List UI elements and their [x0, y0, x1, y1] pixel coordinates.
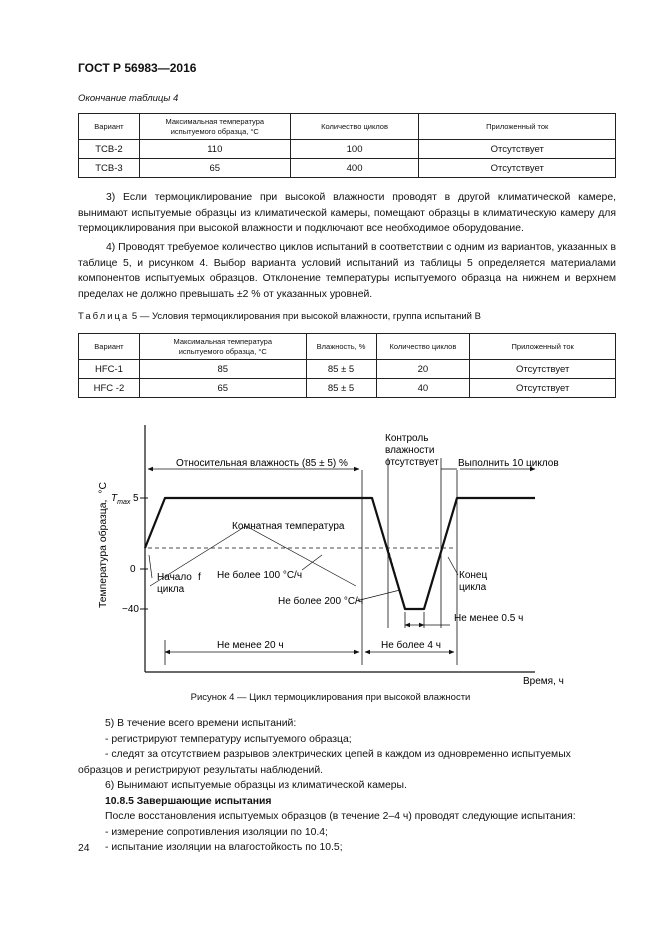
table-cell: ТСВ-3	[79, 159, 140, 178]
table-cell: 85 ± 5	[306, 379, 376, 398]
table4-caption: Окончание таблицы 4	[78, 93, 179, 104]
tick-0: 0	[130, 564, 136, 575]
max4-label: Не более 4 ч	[381, 640, 441, 651]
text-line: 5) В течение всего времени испытаний:	[105, 718, 297, 729]
table5-caption-text: — Условия термоциклирования при высокой влажности, группа испытаний В	[137, 311, 481, 322]
start-label-2: цикла	[157, 584, 185, 595]
table-cell: HFC-1	[79, 360, 140, 379]
table4-header-cell: Приложенный ток	[419, 114, 616, 140]
leader-line	[149, 555, 152, 578]
table5-caption-label: Таблица	[78, 311, 130, 322]
table5-header-cell: Максимальная температура испытуемого образца, °С	[139, 334, 306, 360]
table-cell: 20	[376, 360, 470, 379]
tick-5: 5	[133, 493, 139, 504]
leader-line	[448, 557, 458, 575]
end-label-1: Конец	[459, 570, 488, 581]
table4-header-cell: Вариант	[79, 114, 140, 140]
text-line: - испытание изоляции на влагостойкость по 10.5;	[105, 842, 343, 853]
document-header: ГОСТ Р 56983—2016	[78, 61, 197, 75]
x-axis-label: Время, ч	[523, 676, 564, 687]
start-label-1: Начало	[157, 572, 192, 583]
table-cell: 40	[376, 379, 470, 398]
tick-minus40: −40	[122, 604, 139, 615]
table-cell: HFC -2	[79, 379, 140, 398]
text-line: 6) Вынимают испытуемые образцы из климатической камеры.	[105, 780, 407, 791]
table-cell: 65	[139, 159, 290, 178]
table-cell: 100	[290, 140, 419, 159]
table-cell: 85 ± 5	[306, 360, 376, 379]
table5-header-cell: Вариант	[79, 334, 140, 360]
table4-header-cell: Максимальная температура испытуемого образца, °С	[139, 114, 290, 140]
rate200-label: Не более 200 °С/ч	[278, 596, 364, 607]
control-label-1: Контроль	[385, 433, 429, 444]
table-cell: 110	[139, 140, 290, 159]
text-line: образцов и регистрируют результаты наблюдений.	[78, 765, 324, 776]
paragraph-3-text: 3) Если термоциклирование при высокой влажности проводят в другой климатической камере, вынимают испытуемые образцы из климатической камеры, помещают образцы в климатическую камеру для термоциклирования при высокой влажности и подключают все необходимое оборудование.	[78, 192, 616, 235]
table-cell: Отсутствует	[470, 360, 616, 379]
table-cell: 85	[139, 360, 306, 379]
repeat-label: Выполнить 10 циклов	[458, 458, 559, 469]
table5-header-cell: Количество циклов	[376, 334, 470, 360]
table-cell: 400	[290, 159, 419, 178]
table-cell: Отсутствует	[419, 159, 616, 178]
min05-label: Не менее 0.5 ч	[454, 613, 524, 624]
table-cell: 65	[139, 379, 306, 398]
text-line: - регистрируют температуру испытуемого образца;	[105, 734, 352, 745]
paragraph-4-text: 4) Проводят требуемое количество циклов испытаний в соответствии с одним из вариантов, указанных в таблице 5, и рисунком 4. Выбор варианта условий испытаний из таблицы 5 определяется материалами компонентов испытуемых образцов. Отклонение температуры испытуемого образца на нижнем и верхнем пределах не должно превышать ±2 % от указанных уровней.	[78, 242, 616, 300]
y-axis-label: Температура образца,°С	[98, 481, 109, 608]
table-cell: ТСВ-2	[79, 140, 140, 159]
table5-caption-number: 5	[131, 311, 138, 322]
table5-header-cell: Приложенный ток	[470, 334, 616, 360]
figure-caption: Рисунок 4 — Цикл термоциклирования при высокой влажности	[190, 692, 471, 703]
min20-label: Не менее 20 ч	[217, 640, 284, 651]
control-label-3: отсутствует	[385, 457, 439, 468]
control-label-2: влажности	[385, 445, 435, 456]
table4-header-cell: Количество циклов	[290, 114, 419, 140]
text-line: После восстановления испытуемых образцов (в течение 2–4 ч) проводят следующие испытания:	[105, 811, 576, 822]
room-temperature-label: Комнатная температура	[232, 521, 345, 532]
page-number: 24	[78, 843, 90, 854]
table5-header-cell: Влажность, %	[306, 334, 376, 360]
end-label-2: цикла	[459, 582, 487, 593]
start-label-f: f	[198, 572, 201, 583]
table-cell: Отсутствует	[470, 379, 616, 398]
text-line: - следят за отсутствием разрывов электрических цепей в каждом из одновременно испытуемых	[105, 749, 571, 760]
text-line: - измерение сопротивления изоляции по 10.4;	[105, 827, 328, 838]
rate100-label: Не более 100 °С/ч	[217, 570, 303, 581]
humidity-label: Относительная влажность (85 ± 5) %	[176, 458, 348, 469]
tick-tmax: $T_{max}$	[111, 493, 131, 506]
table-cell: Отсутствует	[419, 140, 616, 159]
section-heading: 10.8.5 Завершающие испытания	[105, 796, 272, 807]
leader-line	[302, 555, 322, 570]
